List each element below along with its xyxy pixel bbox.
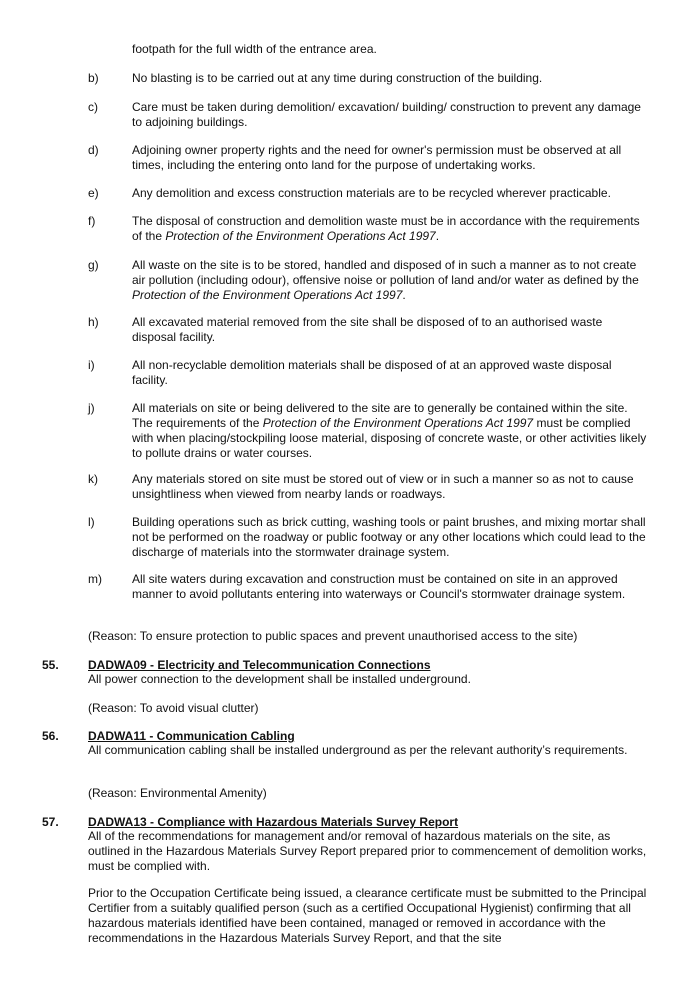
item-text-l: Building operations such as brick cutting, washing tools or paint brushes, and mixing mortar shall not be performed on the roadway or public footway or any other locations which could lead to the discharge of materials into the stormwater drainage system. [132,515,646,559]
item-text-e: Any demolition and excess construction materials are to be recycled wherever practicable. [132,186,611,200]
item-label-h: h) [88,315,99,329]
condition-number-57: 57. [42,815,59,829]
condition-number-56: 56. [42,729,59,743]
item-label-e: e) [88,186,99,200]
item-label-j: j) [88,401,95,415]
condition-heading-56: DADWA11 - Communication Cabling [88,729,295,743]
condition-body-55: All power connection to the development shall be installed underground. [88,672,471,686]
item-label-l: l) [88,515,95,529]
item-text-i: All non-recyclable demolition materials shall be disposed of at an approved waste disposal facility. [132,358,612,387]
item-label-k: k) [88,472,98,486]
item-text-m: All site waters during excavation and construction must be contained on site in an approved manner to avoid pollutants entering into waterways or Council's stormwater drainage system. [132,572,626,601]
condition-heading-55: DADWA09 - Electricity and Telecommunication Connections [88,658,431,672]
act-title: Protection of the Environment Operations Act 1997 [165,229,436,243]
condition-reason-56: (Reason: Environmental Amenity) [88,786,267,800]
condition-reason-55: (Reason: To avoid visual clutter) [88,701,259,715]
continuation-text: footpath for the full width of the entrance area. [132,42,377,56]
item-label-i: i) [88,358,95,372]
reason-54: (Reason: To ensure protection to public spaces and prevent unauthorised access to the site) [88,629,578,643]
item-text-g: All waste on the site is to be stored, handled and disposed of in such a manner as to not create air pollution (including odour), offensive noise or pollution of land and/or water as defined by the Protection of the Environment Operations Act 1997. [132,258,639,302]
condition-body2-57: Prior to the Occupation Certificate being issued, a clearance certificate must be submitted to the Principal Certifier from a suitably qualified person (such as a certified Occupational Hygienist) confirming that all hazardous materials identified have been contained, managed or removed in accordance with the recommendations in the Hazardous Materials Survey Report, and that the site [88,886,647,945]
item-label-c: c) [88,100,98,114]
item-text-j: All materials on site or being delivered to the site are to generally be contained within the site. The requirements of the Protection of the Environment Operations Act 1997 must be complied with when placing/stockpiling loose material, disposing of concrete waste, or other activities likely to pollute drains or water courses. [132,401,647,460]
condition-number-55: 55. [42,658,59,672]
item-text-d: Adjoining owner property rights and the need for owner's permission must be observed at all times, including the entering onto land for the purpose of undertaking works. [132,143,622,172]
item-text-f: The disposal of construction and demolition waste must be in accordance with the requirements of the Protection of the Environment Operations Act 1997. [132,214,640,243]
item-label-d: d) [88,143,99,157]
condition-body-56: All communication cabling shall be installed underground as per the relevant authority’s requirements. [88,743,628,757]
item-text-h: All excavated material removed from the site shall be disposed of to an authorised waste disposal facility. [132,315,603,344]
item-label-b: b) [88,71,99,85]
act-title: Protection of the Environment Operations Act 1997 [262,416,534,430]
item-text-c: Care must be taken during demolition/ excavation/ building/ construction to prevent any damage to adjoining buildings. [132,100,641,129]
condition-body-57: All of the recommendations for management and/or removal of hazardous materials on the site, as outlined in the Hazardous Materials Survey Report prepared prior to commencement of demolition works, must be complied with. [88,829,647,873]
item-label-m: m) [88,572,102,586]
item-text-k: Any materials stored on site must be stored out of view or in such a manner so as not to cause unsightliness when viewed from nearby lands or roadways. [132,472,634,501]
condition-heading-57: DADWA13 - Compliance with Hazardous Materials Survey Report [88,815,459,829]
act-title: Protection of the Environment Operations Act 1997 [132,288,403,302]
item-label-g: g) [88,258,99,272]
item-text-b: No blasting is to be carried out at any time during construction of the building. [132,71,543,85]
item-label-f: f) [88,214,96,228]
